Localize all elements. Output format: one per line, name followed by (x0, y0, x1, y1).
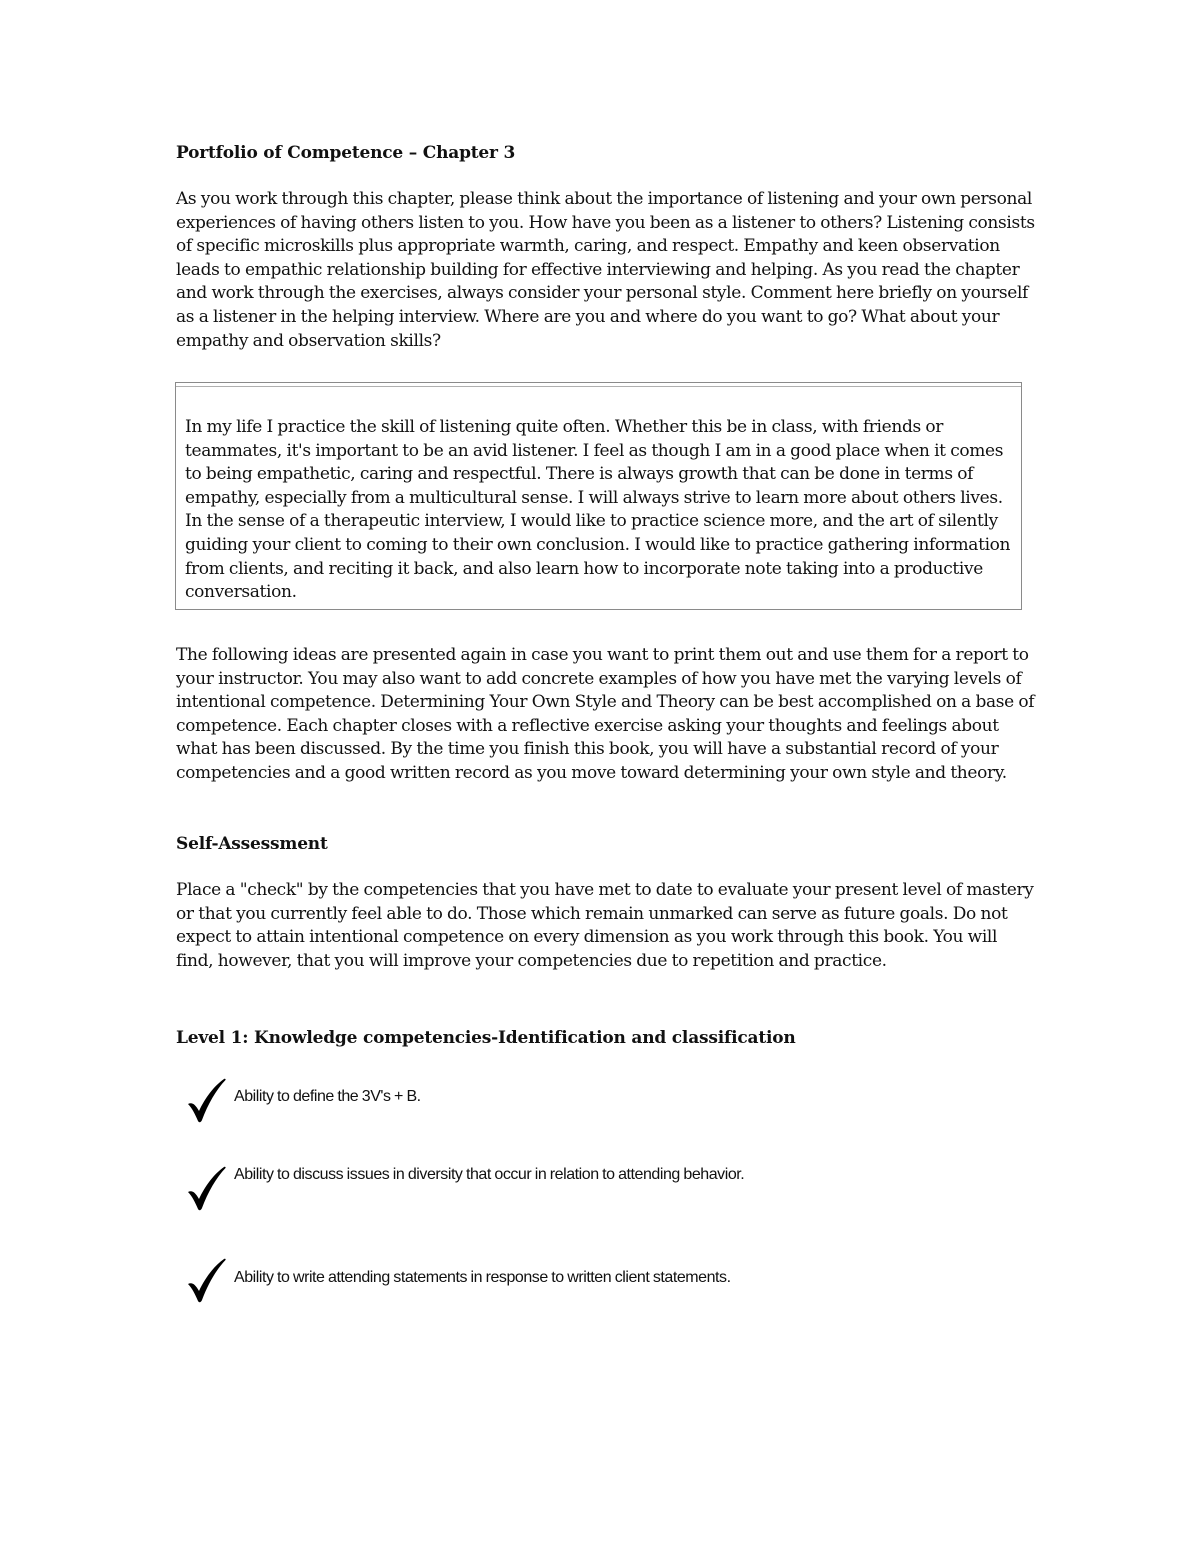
competency-label: Ability to write attending statements in response to written client statements. (234, 1269, 731, 1286)
response-text: In my life I practice the skill of listening quite often. Whether this be in class, with friends or teammates, it's important to be an avid listener. I feel as though I am in a good place when it comes to being empathetic, caring and respectful. There is always growth that can be done in terms of empathy, especially from a multicultural sense. I will always strive to learn more about others lives. In the sense of a therapeutic interview, I would like to practice science more, and the art of silently guiding your client to coming to their own conclusion. I would like to practice gathering information from clients, and reciting it back, and also learn how to incorporate note taking into a productive conversation. (185, 417, 1011, 603)
checkmark-icon (186, 1256, 228, 1304)
checkmark-icon (186, 1164, 228, 1212)
competency-label: Ability to discuss issues in diversity that occur in relation to attending behavior. (234, 1166, 745, 1183)
checkmark-icon (186, 1076, 228, 1124)
self-assessment-heading: Self-Assessment (176, 834, 328, 854)
following-ideas-paragraph: The following ideas are presented again in case you want to print them out and use them for a report to your instructor. You may also want to add concrete examples of how you have met the varying levels of intentional competence. Determining Your Own Style and Theory can be best accomplished on a base of competence. Each chapter closes with a reflective exercise asking your thoughts and feelings about what has been discussed. By the time you finish this book, you will have a substantial record of your competencies and a good written record as you move toward determining your own style and theory. (176, 645, 1035, 783)
competency-label: Ability to define the 3V's + B. (234, 1088, 421, 1105)
intro-paragraph: As you work through this chapter, please think about the importance of listening and your own personal experiences of having others listen to you. How have you been as a listener to others? Listening consists of specific microskills plus appropriate warmth, caring, and respect. Empathy and keen observation leads to empathic relationship building for effective interviewing and helping. As you read the chapter and work through the exercises, always consider your personal style. Comment here briefly on yourself as a listener in the helping interview. Where are you and where do you want to go? What about your empathy and observation skills? (176, 189, 1035, 351)
self-assessment-paragraph: Place a "check" by the competencies that you have met to date to evaluate your present level of mastery or that you currently feel able to do. Those which remain unmarked can serve as future goals. Do not expect to attain intentional competence on every dimension as you work through this book. You will find, however, that you will improve your competencies due to repetition and practice. (176, 880, 1034, 971)
level1-heading: Level 1: Knowledge competencies-Identification and classification (176, 1028, 796, 1048)
response-text-box[interactable] (175, 382, 1022, 610)
page-title: Portfolio of Competence – Chapter 3 (176, 143, 516, 163)
